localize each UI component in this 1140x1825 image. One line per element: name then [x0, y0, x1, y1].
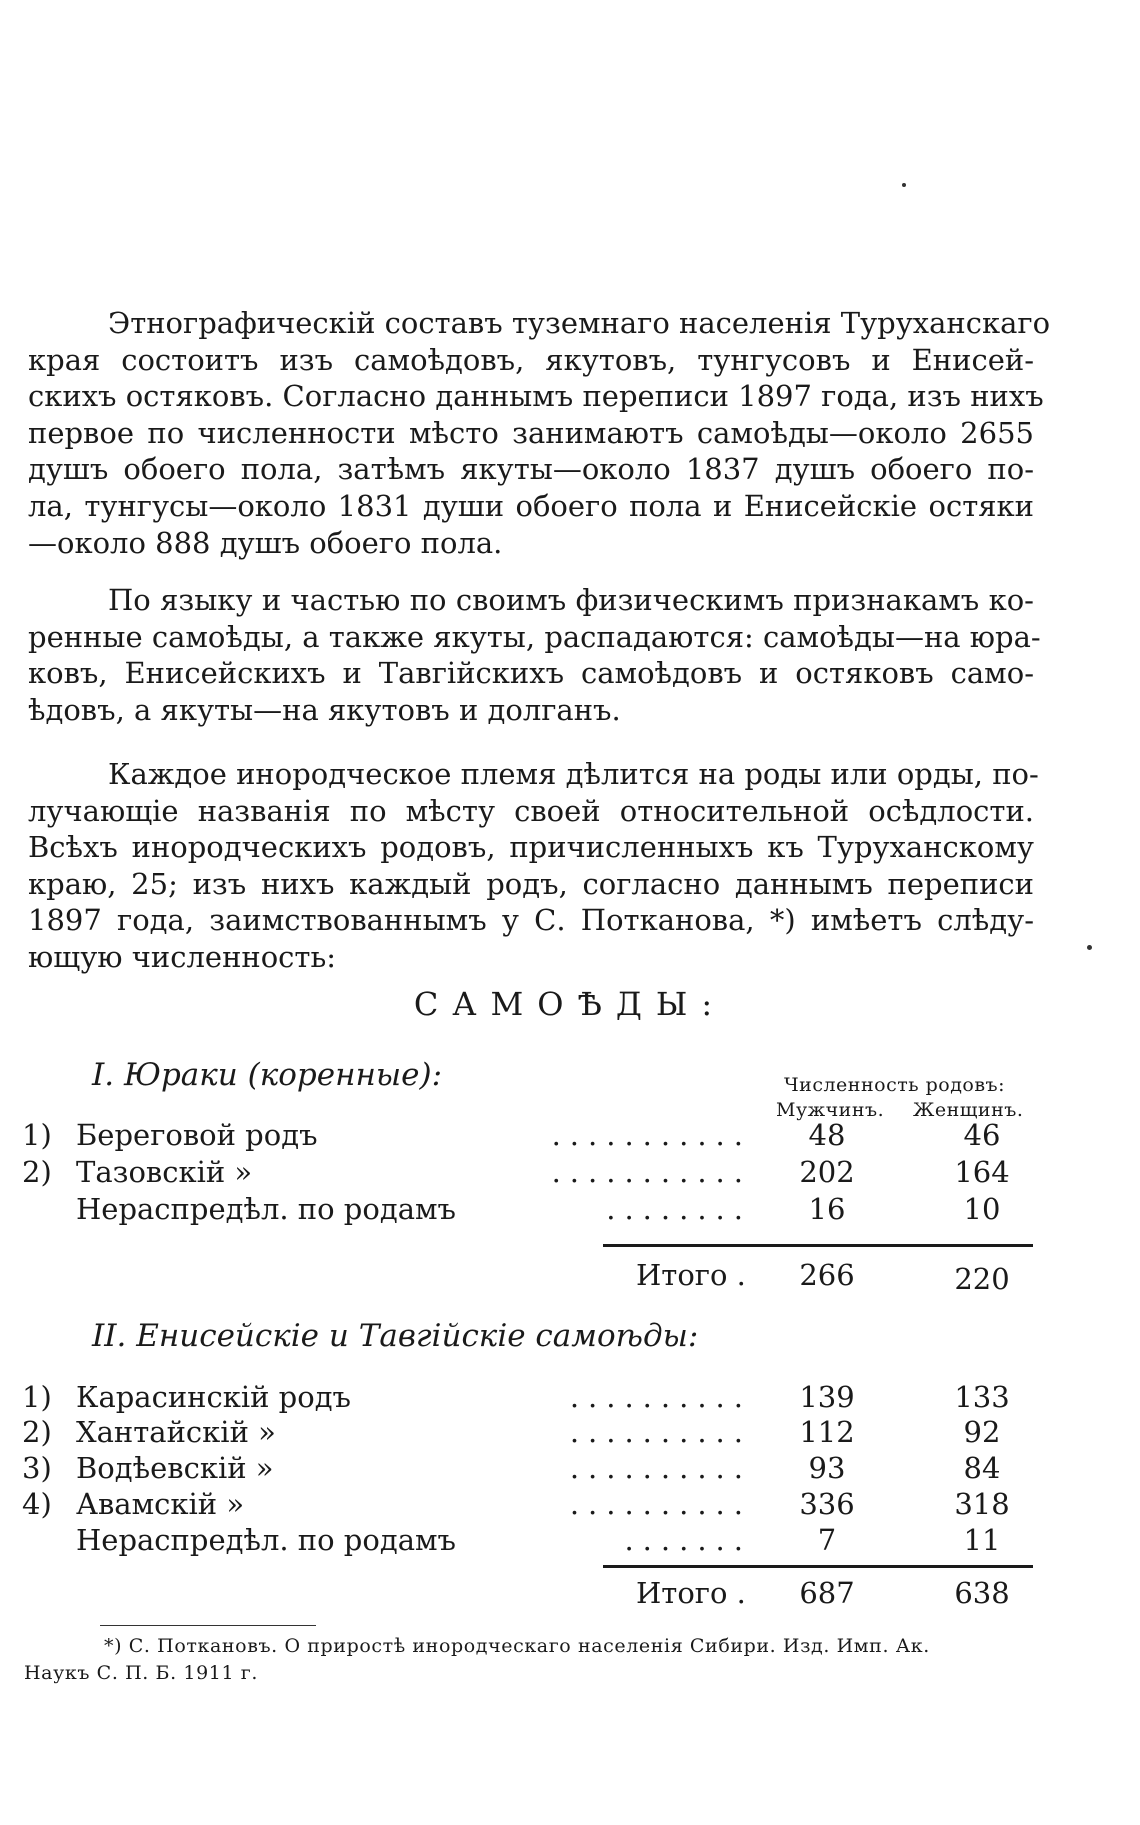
paragraph-line: ковъ, Енисейскихъ и Тавгійскихъ самоѣдовъ и остяковъ само- — [28, 656, 1034, 691]
paragraph-line: скихъ остяковъ. Согласно даннымъ переписи 1897 года, изъ нихъ — [28, 379, 1044, 414]
row-women-count: 164 — [954, 1155, 1010, 1189]
row-men-count: 112 — [799, 1415, 855, 1449]
paragraph-line: По языку и частью по своимъ физическимъ признакамъ ко- — [108, 583, 1034, 617]
row-women-count: 10 — [963, 1192, 1001, 1226]
paragraph-line: —около 888 душъ обоего пола. — [28, 525, 503, 560]
paragraph-line: 1897 года, заимствованнымъ у С. Потканова, *) имѣетъ слѣду- — [28, 903, 1034, 938]
table-row — [22, 1523, 1042, 1561]
row-name: Нераспредѣл. по родамъ — [76, 1192, 456, 1226]
paragraph-line: ѣдовъ, а якуты—на якутовъ и долганъ. — [28, 692, 621, 727]
row-men-count: 16 — [808, 1192, 846, 1226]
row-men-count: 48 — [808, 1118, 846, 1152]
row-name: Хантайскій » — [76, 1415, 276, 1449]
table-row — [22, 1192, 1042, 1230]
paragraph-line: ющую численность: — [28, 939, 337, 974]
table-header-title: Численность родовъ: — [784, 1074, 1006, 1096]
total-men: 687 — [799, 1576, 855, 1610]
page-speck-right — [1087, 945, 1092, 950]
paragraph-line: края состоитъ изъ самоѣдовъ, якутовъ, тунгусовъ и Енисей- — [28, 342, 1034, 377]
row-number: 1) — [22, 1380, 52, 1414]
row-women-count: 92 — [963, 1415, 1001, 1449]
row-leader-dots: .......... — [569, 1487, 752, 1521]
table-header-women: Женщинъ. — [913, 1099, 1024, 1121]
paragraph-line: Каждое инородческое племя дѣлится на роды или орды, по- — [108, 757, 1039, 791]
row-men-count: 202 — [799, 1155, 855, 1189]
section-title-yenisei-tavgi: II. Енисейскіе и Тавгійскіе самоѣды: — [92, 1318, 699, 1354]
row-name: Нераспредѣл. по родамъ — [76, 1523, 456, 1557]
total-label: Итого . — [636, 1258, 746, 1292]
table-row — [22, 1415, 1042, 1453]
total-women: 638 — [954, 1576, 1010, 1610]
paragraph-line: Этнографическій составъ туземнаго населенія Туруханскаго — [108, 306, 1051, 340]
table-row — [22, 1155, 1042, 1193]
row-women-count: 133 — [954, 1380, 1010, 1414]
row-number: 2) — [22, 1155, 52, 1189]
paragraph-ethnographic-composition — [28, 305, 1051, 561]
total-label: Итого . — [636, 1576, 746, 1610]
row-leader-dots: ........ — [606, 1192, 752, 1226]
row-leader-dots: ....... — [624, 1523, 752, 1557]
paragraph-line: душъ обоего пола, затѣмъ якуты—около 1837 душъ обоего по- — [28, 452, 1034, 487]
table-row — [22, 1118, 1042, 1156]
row-women-count: 11 — [963, 1523, 1001, 1557]
row-men-count: 139 — [799, 1380, 855, 1414]
row-men-count: 336 — [799, 1487, 855, 1521]
paragraph-line: краю, 25; изъ нихъ каждый родъ, согласно даннымъ переписи — [28, 866, 1034, 901]
row-women-count: 318 — [954, 1487, 1010, 1521]
footnote-rule — [100, 1625, 316, 1626]
row-men-count: 93 — [808, 1451, 846, 1485]
row-leader-dots: ........... — [551, 1118, 752, 1152]
paragraph-line: лучающіе названія по мѣсту своей относительной осѣдлости. — [28, 793, 1034, 828]
row-women-count: 46 — [963, 1118, 1001, 1152]
total-rule — [603, 1244, 1033, 1247]
row-name: Береговой родъ — [76, 1118, 318, 1152]
total-women: 220 — [954, 1262, 1010, 1296]
row-women-count: 84 — [963, 1451, 1001, 1485]
paragraph-line: Всѣхъ инородческихъ родовъ, причисленныхъ къ Туруханскому — [28, 830, 1034, 865]
table-row — [22, 1487, 1042, 1525]
row-number: 4) — [22, 1487, 52, 1521]
footnote-line: Наукъ С. П. Б. 1911 г. — [24, 1662, 258, 1684]
footnote — [24, 1633, 1034, 1687]
paragraph-line: ла, тунгусы—около 1831 души обоего пола и Енисейскіе остяки — [28, 488, 1034, 523]
page-speck-top — [902, 183, 906, 187]
row-leader-dots: .......... — [569, 1451, 752, 1485]
row-name: Водѣевскій » — [76, 1451, 274, 1485]
table-header-men: Мужчинъ. — [776, 1099, 885, 1121]
total-men: 266 — [799, 1258, 855, 1292]
row-number: 3) — [22, 1451, 52, 1485]
row-leader-dots: .......... — [569, 1380, 752, 1414]
section-title-yuraki: I. Юраки (коренные): — [92, 1057, 443, 1093]
footnote-line: *) С. Поткановъ. О приростѣ инородческаго населенія Сибири. Изд. Имп. Ак. — [104, 1635, 930, 1657]
row-name: Тазовскій » — [76, 1155, 253, 1189]
table-row — [22, 1380, 1042, 1418]
table-row — [22, 1451, 1042, 1489]
row-number: 1) — [22, 1118, 52, 1152]
section-heading-samoyeds: САМОѢДЫ: — [413, 985, 727, 1023]
paragraph-line: первое по численности мѣсто занимаютъ самоѣды—около 2655 — [28, 415, 1034, 450]
row-number: 2) — [22, 1415, 52, 1449]
total-rule — [603, 1565, 1033, 1568]
row-leader-dots: ........... — [551, 1155, 752, 1189]
row-men-count: 7 — [817, 1523, 837, 1557]
row-leader-dots: .......... — [569, 1415, 752, 1449]
row-name: Авамскій » — [76, 1487, 245, 1521]
paragraph-language-groups — [28, 582, 1041, 728]
row-name: Карасинскій родъ — [76, 1380, 352, 1414]
paragraph-clans — [28, 756, 1039, 976]
paragraph-line: ренные самоѣды, а также якуты, распадаются: самоѣды—на юра- — [28, 619, 1041, 654]
